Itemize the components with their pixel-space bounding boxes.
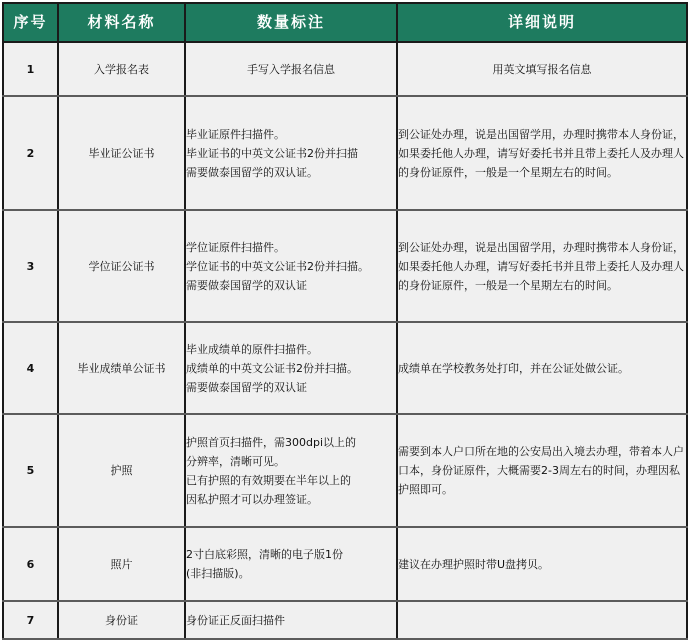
row-index: 1 bbox=[3, 42, 58, 96]
table-row bbox=[3, 527, 687, 601]
details-text: 需要到本人户口所在地的公安局出入境去办理，带着本人户口本，身份证原件，大概需要2-3周左右的时间，办理因私护照即可。 bbox=[398, 445, 684, 496]
quantity-line: 毕业证书的中英文公证书2份并扫描 bbox=[186, 146, 358, 160]
quantity-line: 因私护照才可以办理签证。 bbox=[186, 492, 318, 506]
quantity-line: 需要做泰国留学的双认证 bbox=[186, 380, 307, 394]
quantity-note bbox=[185, 210, 397, 322]
header-material-name: 材料名称 bbox=[58, 3, 185, 42]
material-name: 学位证公证书 bbox=[58, 210, 185, 322]
material-name: 照片 bbox=[58, 527, 185, 601]
details-text: 到公证处办理，说是出国留学用，办理时携带本人身份证，如果委托他人办理，请写好委托书并且带上委托人及办理人的身份证原件，一般是一个星期左右的时间。 bbox=[398, 240, 684, 292]
quantity-line: 手写入学报名信息 bbox=[247, 62, 335, 76]
details-text: 到公证处办理，说是出国留学用，办理时携带本人身份证，如果委托他人办理，请写好委托书并且带上委托人及办理人的身份证原件，一般是一个星期左右的时间。 bbox=[398, 127, 684, 179]
quantity-line: 毕业成绩单的原件扫描件。 bbox=[186, 342, 318, 356]
table-row bbox=[3, 322, 687, 414]
quantity-line: 已有护照的有效期要在半年以上的 bbox=[186, 473, 351, 487]
details bbox=[397, 322, 687, 414]
header-quantity-note: 数量标注 bbox=[185, 3, 397, 42]
table-row bbox=[3, 96, 687, 210]
quantity-line: 分辨率，清晰可见。 bbox=[186, 454, 285, 468]
quantity-note bbox=[185, 322, 397, 414]
table-header-row bbox=[3, 3, 687, 42]
row-index: 6 bbox=[3, 527, 58, 601]
row-index: 2 bbox=[3, 96, 58, 210]
row-index: 4 bbox=[3, 322, 58, 414]
quantity-note bbox=[185, 42, 397, 96]
material-name: 身份证 bbox=[58, 601, 185, 639]
details-text: 建议在办理护照时带U盘拷贝。 bbox=[398, 557, 550, 571]
quantity-line: (非扫描版)。 bbox=[186, 567, 250, 580]
material-name: 护照 bbox=[58, 414, 185, 527]
details bbox=[397, 96, 687, 210]
quantity-line: 身份证正反面扫描件 bbox=[186, 613, 285, 627]
row-index: 5 bbox=[3, 414, 58, 527]
table-row bbox=[3, 601, 687, 639]
header-index: 序号 bbox=[3, 3, 58, 42]
quantity-note bbox=[185, 527, 397, 601]
details bbox=[397, 414, 687, 527]
quantity-line: 学位证书的中英文公证书2份并扫描。 bbox=[186, 259, 369, 273]
material-name: 入学报名表 bbox=[58, 42, 185, 96]
row-index: 7 bbox=[3, 601, 58, 639]
details bbox=[397, 601, 687, 639]
quantity-note bbox=[185, 414, 397, 527]
table-row bbox=[3, 42, 687, 96]
material-name: 毕业成绩单公证书 bbox=[58, 322, 185, 414]
quantity-line: 护照首页扫描件，需300dpi以上的 bbox=[186, 435, 357, 449]
details-text: 成绩单在学校教务处打印，并在公证处做公证。 bbox=[398, 361, 629, 375]
table-row bbox=[3, 210, 687, 322]
quantity-line: 需要做泰国留学的双认证。 bbox=[186, 165, 318, 179]
quantity-note bbox=[185, 96, 397, 210]
quantity-line: 需要做泰国留学的双认证 bbox=[186, 278, 307, 292]
details: 用英文填写报名信息 bbox=[397, 42, 687, 96]
row-index: 3 bbox=[3, 210, 58, 322]
materials-table bbox=[2, 2, 688, 640]
quantity-line: 学位证原件扫描件。 bbox=[186, 240, 285, 254]
details bbox=[397, 210, 687, 322]
quantity-line: 2寸白底彩照，清晰的电子版1份 bbox=[186, 548, 343, 561]
material-name: 毕业证公证书 bbox=[58, 96, 185, 210]
header-details: 详细说明 bbox=[397, 3, 687, 42]
quantity-line: 毕业证原件扫描件。 bbox=[186, 127, 285, 141]
quantity-line: 成绩单的中英文公证书2份并扫描。 bbox=[186, 361, 358, 375]
quantity-note bbox=[185, 601, 397, 639]
details bbox=[397, 527, 687, 601]
table-row bbox=[3, 414, 687, 527]
